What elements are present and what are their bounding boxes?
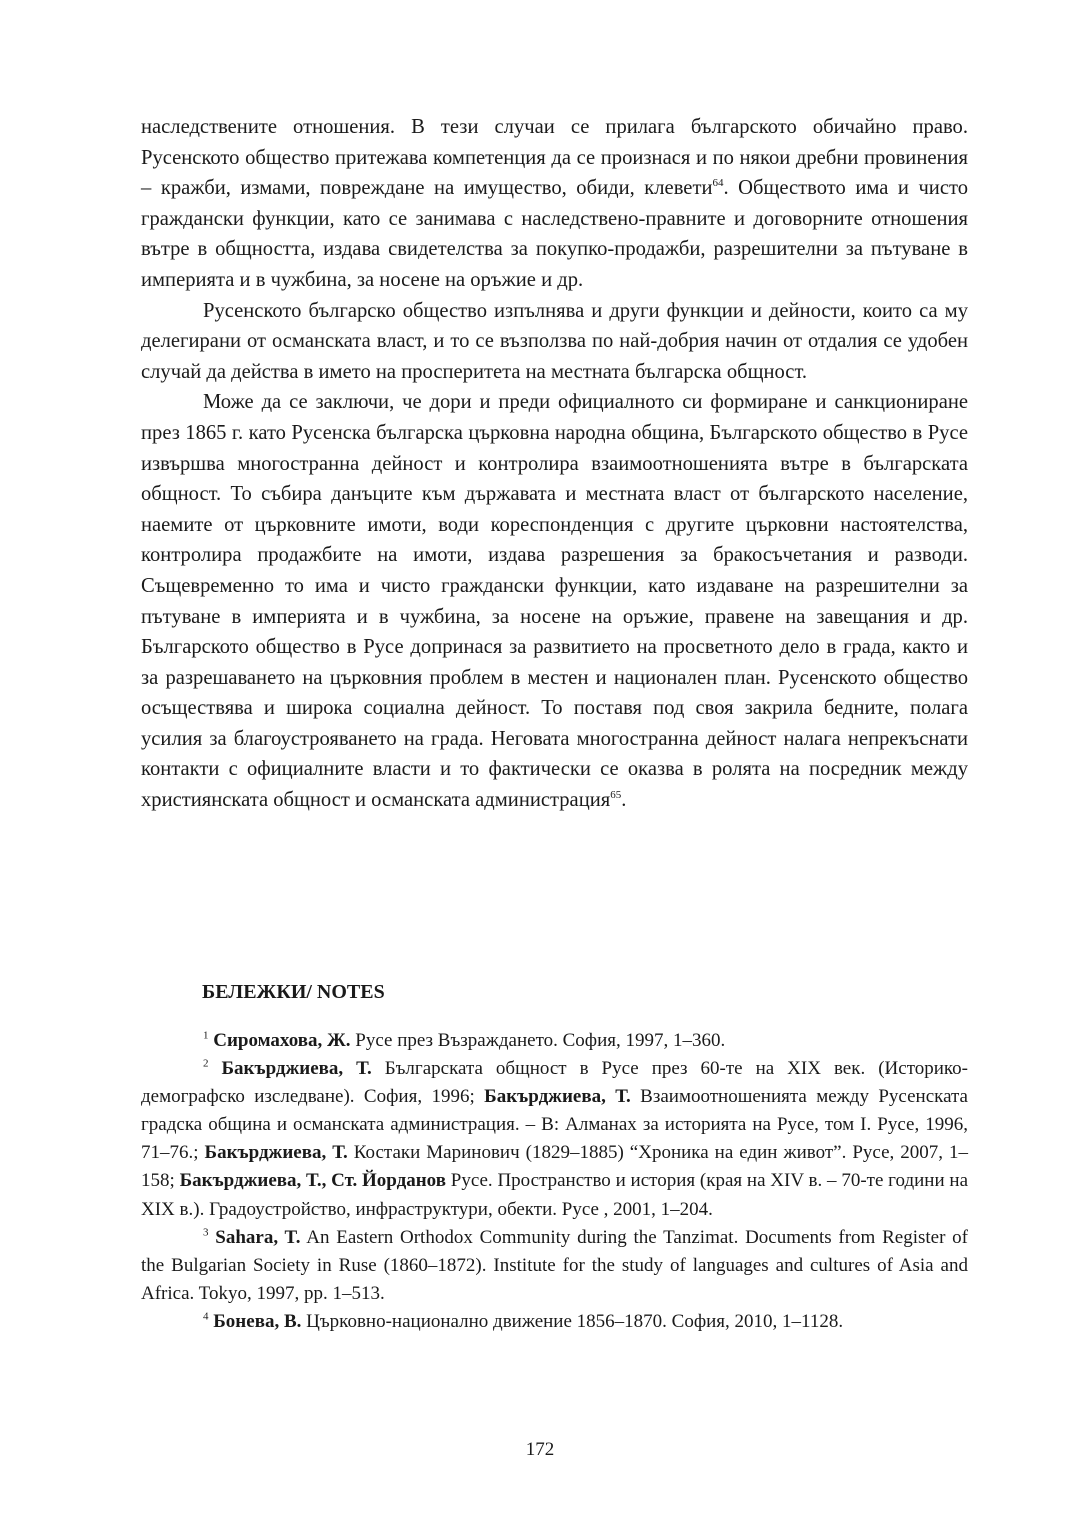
- note-author: Бакърджиева, Т.: [204, 1142, 348, 1164]
- notes-heading: БЕЛЕЖКИ/ NOTES: [202, 981, 385, 1003]
- note-author: Сиромахова, Ж.: [213, 1030, 351, 1051]
- paragraph-3: Може да се заключи, че дори и преди официалното си формиране и санкциониране през 1865 г. като Русенска българска църковна народна община, Българското общество в Русе извършва многостранна дейност и контролира взаимоотношенията вътре в българската общност. То събира данъците към държавата и местната власт от българското население, наемите от църковните имоти, води кореспонденция с другите църковни настоятелства, контролира продажбите на имоти, издава разрешения за бракосъчетания и разводи. Същевременно то има и чисто граждански функции, като издаване на разрешителни за пътуване в империята и в чужбина, за носене на оръжие, правене на завещания и др. Българското общество в Русе допринася за развитието на просветното дело в града, както и за разрешаването на църковния проблем в местен и национален план. Русенското общество осъществява и широка социална дейност. То поставя под своя закрила бедните, полага усилия за благоустрояването на града. Неговата многостранна дейност налага непрекъснати контакти с официалните власти и то фактически се оказва в ролята на посредник между християнската общност и османската администрация$^{65}$.: [141, 391, 968, 812]
- note-3: $^3$ Sahara, T. An Eastern Orthodox Community during the Tanzimat. Documents from Register of the Bulgarian Society in Ruse (1860–1872). Institute for the study of languages and cultures of Asia and Africa. Tokyo, 1997, pp. 1–513.: [141, 1226, 968, 1304]
- note-4: $^4$ Бонева, В. Църковно-национално движение 1856–1870. София, 2010, 1–1128.: [203, 1310, 844, 1332]
- footnote-ref-65: 65: [610, 789, 622, 802]
- paragraph-2: Русенското българско общество изпълнява и други функции и дейности, които са му делегирани от османската власт, и то се възползва по най-добрия начин от отдалия се удобен случай да действа в името на просперитета на местната българска общност.: [141, 299, 968, 383]
- footnote-ref-64: 64: [712, 177, 724, 190]
- notes-list: [141, 1027, 968, 1336]
- note-author: Sahara, T.: [215, 1226, 301, 1248]
- paragraph-1: наследствените отношения. В тези случаи се прилага българското обичайно право. Русенското общество притежава компетенция да се произнася и по някои дребни провинения – кражби, измами, повреждане на имущество, обиди, клевети$^{64}$. Обществото има и чисто граждански функции, като се занимава с наследствено-правните и договорните отношения вътре в общността, издава свидетелства за покупко-продажби, разрешителни за пътуване в империята и в чужбина, за носене на оръжие и др.: [141, 116, 968, 291]
- note-number: 3: [203, 1226, 209, 1239]
- note-author: Бакърджиева, Т.: [221, 1058, 372, 1080]
- note-number: 1: [203, 1029, 209, 1042]
- note-author: Бонева, В.: [213, 1310, 302, 1332]
- note-author: Бакърджиева, Т., Ст. Йорданов: [179, 1170, 446, 1192]
- note-number: 4: [203, 1310, 209, 1323]
- note-2: $^2$ Бакърджиева, Т. Българската общност в Русе през 60-те на XIX век. (Историко-демографско изследване). София, 1996; Бакърджиева, Т. Взаимоотношенията между Русенската градска община и османската администрация. – В: Алманах за историята на Русе, том I. Русе, 1996, 71–76.; Бакърджиева, Т. Костаки Маринович (1829–1885) “Хроника на един живот”. Русе, 2007, 1–158; Бакърджиева, Т., Ст. Йорданов Русе. Пространство и история (края на XIV в. – 70-те години на XIX в.). Градоустройство, инфраструктури, обекти. Русе , 2001, 1–204.: [141, 1057, 969, 1220]
- note-1: $^1$ Сиромахова, Ж. Русе през Възраждането. София, 1997, 1–360.: [203, 1029, 726, 1051]
- page-number: 172: [525, 1439, 555, 1460]
- note-number: 2: [203, 1057, 209, 1070]
- body-text: [141, 112, 968, 816]
- note-author: Бакърджиева, Т.: [484, 1086, 631, 1108]
